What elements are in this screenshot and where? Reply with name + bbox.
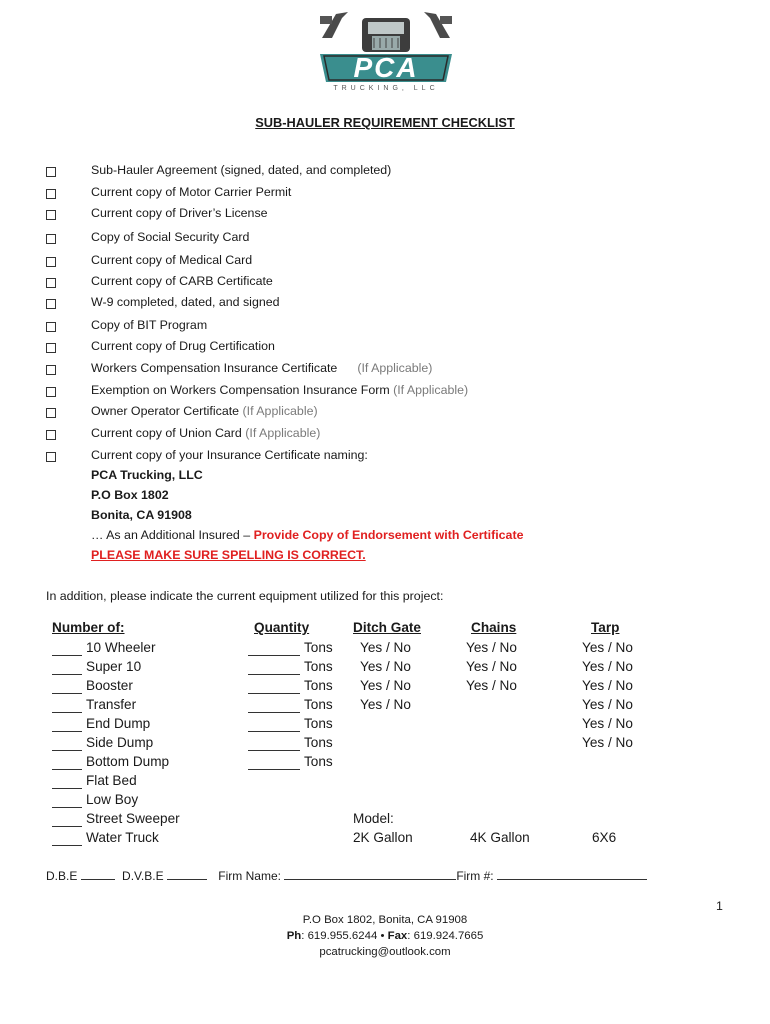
chains-option: 4K Gallon [470,830,530,845]
equipment-name: Low Boy [86,792,139,807]
tons-label: Tons [304,735,333,750]
spelling-warning: PLEASE MAKE SURE SPELLING IS CORRECT. [91,548,366,562]
header-quantity: Quantity [254,620,310,635]
equipment-name: Super 10 [86,659,142,674]
equipment-name: Transfer [86,697,137,712]
if-applicable-note: (If Applicable) [242,404,318,418]
if-applicable-note: (If Applicable) [357,361,433,375]
quantity-blank[interactable] [248,720,300,732]
count-blank[interactable] [52,777,82,789]
equipment-name: Bottom Dump [86,754,170,769]
header-ditch-gate: Ditch Gate [353,620,421,635]
equipment-name: Street Sweeper [86,811,180,826]
tarp-option[interactable]: Yes / No [582,678,633,693]
tarp-option[interactable]: Yes / No [582,640,633,655]
count-blank[interactable] [52,796,82,808]
tarp-option[interactable]: Yes / No [582,716,633,731]
footer-contact: Ph: 619.955.6244 • Fax: 619.924.7665 [286,930,484,942]
quantity-blank[interactable] [248,644,300,656]
insured-po-box: P.O Box 1802 [91,488,169,502]
tarp-option[interactable]: Yes / No [582,659,633,674]
footer-address: P.O Box 1802, Bonita, CA 91908 [302,914,468,926]
checklist-item: W-9 completed, dated, and signed [91,295,280,309]
checklist-item: Exemption on Workers Compensation Insurance Form (If Applicable) [91,383,469,397]
insured-name: PCA Trucking, LLC [91,468,203,482]
ditch-gate-option: 2K Gallon [353,830,413,845]
checklist-item: Current copy of CARB Certificate [91,274,273,288]
count-blank[interactable] [52,663,82,675]
header-number-of: Number of: [52,620,125,635]
firm-number-blank[interactable] [497,868,647,880]
page-number: 1 [716,899,723,913]
checklist-item: Current copy of Medical Card [91,253,253,267]
tons-label: Tons [304,659,333,674]
equipment-name: Booster [86,678,133,693]
chains-option[interactable]: Yes / No [466,678,517,693]
count-blank[interactable] [52,682,82,694]
endorsement-note: Provide Copy of Endorsement with Certificate [253,528,524,542]
logo-subtext: TRUCKING, LLC [333,85,439,92]
equipment-name: 10 Wheeler [86,640,156,655]
count-blank[interactable] [52,701,82,713]
checklist-item: Copy of Social Security Card [91,230,250,244]
firm-info-line [46,868,647,883]
if-applicable-note: (If Applicable) [393,383,469,397]
footer-email: pcatrucking@outlook.com [319,946,451,958]
chains-option[interactable]: Yes / No [466,640,517,655]
checkbox[interactable] [46,257,56,267]
checkbox[interactable] [46,299,56,309]
checkbox[interactable] [46,365,56,375]
ditch-gate-option[interactable]: Yes / No [360,697,411,712]
header-chains: Chains [471,620,517,635]
equipment-intro: In addition, please indicate the current equipment utilized for this project: [46,589,444,603]
tarp-option: 6X6 [592,830,617,845]
count-blank[interactable] [52,834,82,846]
count-blank[interactable] [52,815,82,827]
quantity-blank[interactable] [248,758,300,770]
checkbox[interactable] [46,167,56,177]
checklist-item: Current copy of Drug Certification [91,339,275,353]
firm-number-label: Firm #: [456,869,494,883]
insured-city: Bonita, CA 91908 [91,508,192,522]
dbe-label: D.B.E [46,869,78,883]
checkbox[interactable] [46,343,56,353]
checklist-item: Current copy of Union Card (If Applicable) [91,426,321,440]
count-blank[interactable] [52,758,82,770]
quantity-blank[interactable] [248,739,300,751]
ditch-gate-option[interactable]: Yes / No [360,659,411,674]
ditch-gate-option: Model: [353,811,394,826]
dvbe-blank[interactable] [167,868,207,880]
dvbe-label: D.V.B.E [122,869,164,883]
checkbox[interactable] [46,234,56,244]
quantity-blank[interactable] [248,682,300,694]
ditch-gate-option[interactable]: Yes / No [360,640,411,655]
checklist-item: Copy of BIT Program [91,318,208,332]
checkbox[interactable] [46,322,56,332]
equipment-name: Flat Bed [86,773,137,788]
logo-text: PCA [353,52,419,83]
equipment-name: Side Dump [86,735,154,750]
equipment-name: Water Truck [86,830,159,845]
header-tarp: Tarp [591,620,620,635]
company-logo [318,8,454,100]
quantity-blank[interactable] [248,701,300,713]
checkbox[interactable] [46,452,56,462]
chains-option[interactable]: Yes / No [466,659,517,674]
if-applicable-note: (If Applicable) [245,426,321,440]
tarp-option[interactable]: Yes / No [582,697,633,712]
quantity-blank[interactable] [248,663,300,675]
additional-insured-line: … As an Additional Insured – Provide Copy of Endorsement with Certificate [91,528,524,542]
tons-label: Tons [304,678,333,693]
page-title: SUB-HAULER REQUIREMENT CHECKLIST [255,115,515,130]
tons-label: Tons [304,716,333,731]
checkbox[interactable] [46,430,56,440]
firm-name-label: Firm Name: [218,869,281,883]
checklist-item: Current copy of Motor Carrier Permit [91,185,292,199]
tons-label: Tons [304,697,333,712]
checkbox[interactable] [46,408,56,418]
checkbox[interactable] [46,278,56,288]
checkbox[interactable] [46,189,56,199]
equipment-name: End Dump [86,716,151,731]
tons-label: Tons [304,754,333,769]
ditch-gate-option[interactable]: Yes / No [360,678,411,693]
checkbox[interactable] [46,210,56,220]
checkbox[interactable] [46,387,56,397]
count-blank[interactable] [52,644,82,656]
checklist-item: Sub-Hauler Agreement (signed, dated, and completed) [91,163,392,177]
checklist-item: Current copy of your Insurance Certificate naming: [91,448,368,462]
checklist-item: Owner Operator Certificate (If Applicable) [91,404,318,418]
tarp-option[interactable]: Yes / No [582,735,633,750]
count-blank[interactable] [52,739,82,751]
checklist-item: Workers Compensation Insurance Certificate (If Applicable) [91,361,433,375]
tons-label: Tons [304,640,333,655]
checklist-item: Current copy of Driver’s License [91,206,268,220]
firm-name-blank[interactable] [284,868,456,880]
count-blank[interactable] [52,720,82,732]
dbe-blank[interactable] [81,868,115,880]
